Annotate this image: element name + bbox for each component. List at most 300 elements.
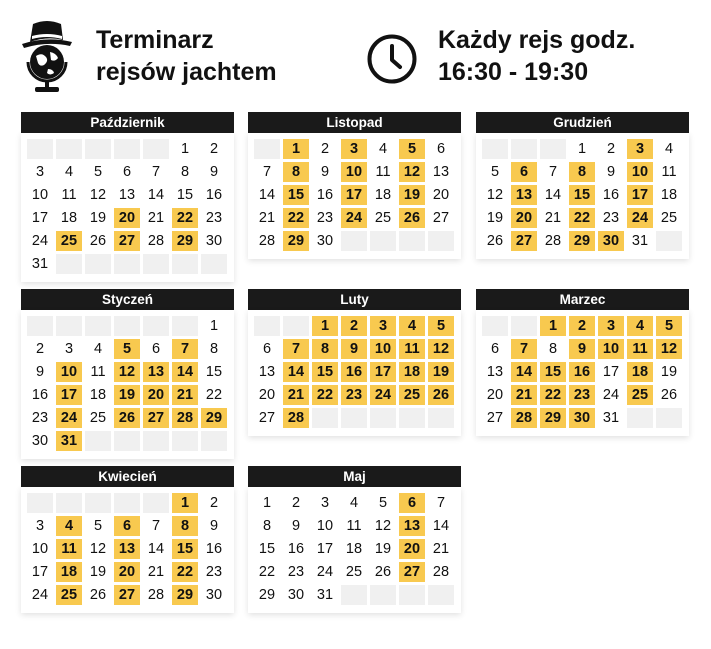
empty-day-cell <box>283 316 309 336</box>
empty-day-cell <box>56 316 82 336</box>
day-cell: 7 <box>262 164 272 180</box>
cruise-day-cell: 17 <box>627 185 653 205</box>
cruise-day-cell: 15 <box>312 362 338 382</box>
day-cell: 5 <box>378 495 388 511</box>
day-grid <box>254 316 455 428</box>
cruise-day-cell: 23 <box>341 385 367 405</box>
cruise-day-cell: 11 <box>627 339 653 359</box>
day-cell: 4 <box>664 141 674 157</box>
empty-day-cell <box>341 585 367 605</box>
empty-day-cell <box>85 254 111 274</box>
day-cell: 4 <box>93 341 103 357</box>
cruise-day-cell: 10 <box>370 339 396 359</box>
day-cell: 18 <box>660 187 678 203</box>
cruise-day-cell: 28 <box>511 408 537 428</box>
empty-day-cell <box>143 316 169 336</box>
cruise-day-cell: 25 <box>399 385 425 405</box>
day-cell: 2 <box>35 341 45 357</box>
cruise-day-cell: 18 <box>56 562 82 582</box>
day-cell: 9 <box>291 518 301 534</box>
day-cell: 1 <box>180 141 190 157</box>
day-cell: 13 <box>118 187 136 203</box>
empty-day-cell <box>27 493 53 513</box>
empty-day-cell <box>482 316 508 336</box>
day-grid <box>254 493 455 605</box>
day-cell: 26 <box>89 587 107 603</box>
day-cell: 2 <box>606 141 616 157</box>
day-cell: 26 <box>660 387 678 403</box>
cruise-day-cell: 24 <box>627 208 653 228</box>
day-cell: 31 <box>631 233 649 249</box>
cruise-day-cell: 24 <box>370 385 396 405</box>
day-cell: 28 <box>544 233 562 249</box>
cruise-day-cell: 29 <box>540 408 566 428</box>
day-cell: 31 <box>31 256 49 272</box>
day-cell: 2 <box>209 141 219 157</box>
cruise-day-cell: 25 <box>56 231 82 251</box>
cruise-day-cell: 22 <box>172 562 198 582</box>
month-body <box>248 487 461 613</box>
day-cell: 15 <box>176 187 194 203</box>
day-cell: 7 <box>436 495 446 511</box>
cruise-day-cell: 12 <box>399 162 425 182</box>
cruise-day-cell: 11 <box>56 539 82 559</box>
cruise-day-cell: 10 <box>627 162 653 182</box>
day-grid <box>482 139 683 251</box>
cruise-day-cell: 22 <box>540 385 566 405</box>
day-cell: 6 <box>122 164 132 180</box>
day-cell: 13 <box>486 364 504 380</box>
cruise-day-cell: 15 <box>540 362 566 382</box>
cruise-day-cell: 30 <box>598 231 624 251</box>
day-cell: 2 <box>209 495 219 511</box>
day-cell: 28 <box>258 233 276 249</box>
empty-day-cell <box>540 139 566 159</box>
cruise-day-cell: 22 <box>283 208 309 228</box>
cruise-day-cell: 1 <box>283 139 309 159</box>
title-line-1: Terminarz <box>96 26 214 54</box>
cruise-day-cell: 30 <box>569 408 595 428</box>
day-cell: 14 <box>147 187 165 203</box>
day-cell: 23 <box>287 564 305 580</box>
cruise-day-cell: 20 <box>511 208 537 228</box>
empty-day-cell <box>428 585 454 605</box>
day-cell: 4 <box>349 495 359 511</box>
empty-day-cell <box>172 316 198 336</box>
month-body <box>248 133 461 259</box>
day-cell: 11 <box>661 164 677 180</box>
cruise-day-cell: 16 <box>569 362 595 382</box>
day-cell: 3 <box>320 495 330 511</box>
day-cell: 1 <box>577 141 587 157</box>
day-cell: 16 <box>287 541 305 557</box>
empty-day-cell <box>428 408 454 428</box>
cruise-day-cell: 7 <box>172 339 198 359</box>
cruise-day-cell: 10 <box>56 362 82 382</box>
empty-day-cell <box>27 139 53 159</box>
month-calendar <box>476 289 689 436</box>
day-cell: 8 <box>209 341 219 357</box>
cruise-day-cell: 19 <box>428 362 454 382</box>
empty-day-cell <box>399 231 425 251</box>
day-cell: 30 <box>31 433 49 449</box>
cruise-day-cell: 8 <box>312 339 338 359</box>
cruise-day-cell: 13 <box>143 362 169 382</box>
cruise-day-cell: 19 <box>114 385 140 405</box>
day-cell: 17 <box>31 564 49 580</box>
month-name: Maj <box>248 466 461 487</box>
day-cell: 7 <box>151 518 161 534</box>
day-cell: 18 <box>89 387 107 403</box>
day-cell: 19 <box>486 210 504 226</box>
day-cell: 6 <box>262 341 272 357</box>
empty-day-cell <box>341 231 367 251</box>
cruise-day-cell: 1 <box>540 316 566 336</box>
month-name: Styczeń <box>21 289 234 310</box>
title-line-2: rejsów jachtem <box>96 58 277 86</box>
cruise-day-cell: 9 <box>341 339 367 359</box>
empty-day-cell <box>172 254 198 274</box>
cruise-day-cell: 26 <box>428 385 454 405</box>
cruise-day-cell: 24 <box>341 208 367 228</box>
empty-day-cell <box>656 231 682 251</box>
cruise-day-cell: 14 <box>511 362 537 382</box>
day-cell: 16 <box>602 187 620 203</box>
empty-day-cell <box>482 139 508 159</box>
cruise-day-cell: 26 <box>114 408 140 428</box>
cruise-day-cell: 29 <box>283 231 309 251</box>
cruise-day-cell: 1 <box>172 493 198 513</box>
cruise-day-cell: 14 <box>283 362 309 382</box>
month-body <box>21 133 234 282</box>
day-cell: 20 <box>486 387 504 403</box>
day-cell: 14 <box>147 541 165 557</box>
cruise-day-cell: 21 <box>283 385 309 405</box>
month-calendar <box>248 466 461 613</box>
day-cell: 25 <box>660 210 678 226</box>
cruise-day-cell: 4 <box>627 316 653 336</box>
day-cell: 23 <box>316 210 334 226</box>
day-cell: 22 <box>205 387 223 403</box>
day-grid <box>27 493 228 605</box>
day-cell: 28 <box>147 587 165 603</box>
empty-day-cell <box>114 139 140 159</box>
day-cell: 19 <box>374 541 392 557</box>
month-name: Listopad <box>248 112 461 133</box>
cruise-day-cell: 8 <box>569 162 595 182</box>
empty-day-cell <box>370 408 396 428</box>
day-cell: 25 <box>374 210 392 226</box>
day-grid <box>482 316 683 428</box>
month-name: Kwiecień <box>21 466 234 487</box>
day-cell: 14 <box>544 187 562 203</box>
cruise-day-cell: 15 <box>569 185 595 205</box>
day-cell: 15 <box>258 541 276 557</box>
cruise-day-cell: 20 <box>399 539 425 559</box>
day-grid <box>254 139 455 251</box>
month-name: Grudzień <box>476 112 689 133</box>
day-cell: 10 <box>316 518 334 534</box>
day-cell: 9 <box>320 164 330 180</box>
day-cell: 13 <box>258 364 276 380</box>
cruise-day-cell: 5 <box>399 139 425 159</box>
cruise-day-cell: 18 <box>627 362 653 382</box>
empty-day-cell <box>254 316 280 336</box>
cruise-day-cell: 9 <box>569 339 595 359</box>
empty-day-cell <box>370 585 396 605</box>
cruise-day-cell: 17 <box>56 385 82 405</box>
empty-day-cell <box>114 316 140 336</box>
month-body <box>476 133 689 259</box>
day-cell: 17 <box>316 541 334 557</box>
day-cell: 16 <box>205 541 223 557</box>
cruise-day-cell: 3 <box>598 316 624 336</box>
day-cell: 6 <box>436 141 446 157</box>
day-cell: 17 <box>31 210 49 226</box>
month-calendar <box>248 289 461 436</box>
empty-day-cell <box>114 431 140 451</box>
cruise-day-cell: 13 <box>114 539 140 559</box>
day-cell: 30 <box>205 233 223 249</box>
day-cell: 4 <box>64 164 74 180</box>
cruise-day-cell: 21 <box>511 385 537 405</box>
empty-day-cell <box>85 139 111 159</box>
cruise-day-cell: 13 <box>511 185 537 205</box>
day-cell: 23 <box>602 210 620 226</box>
day-cell: 12 <box>486 187 504 203</box>
day-cell: 31 <box>602 410 620 426</box>
cruise-day-cell: 27 <box>114 585 140 605</box>
day-cell: 26 <box>374 564 392 580</box>
month-name: Marzec <box>476 289 689 310</box>
empty-day-cell <box>370 231 396 251</box>
cruise-day-cell: 27 <box>511 231 537 251</box>
cruise-day-cell: 12 <box>656 339 682 359</box>
day-cell: 12 <box>374 518 392 534</box>
cruise-day-cell: 5 <box>114 339 140 359</box>
day-cell: 18 <box>374 187 392 203</box>
cruise-day-cell: 10 <box>341 162 367 182</box>
empty-day-cell <box>114 493 140 513</box>
empty-day-cell <box>341 408 367 428</box>
cruise-day-cell: 6 <box>511 162 537 182</box>
day-cell: 9 <box>209 164 219 180</box>
day-cell: 22 <box>258 564 276 580</box>
day-cell: 27 <box>486 410 504 426</box>
empty-day-cell <box>114 254 140 274</box>
day-cell: 11 <box>346 518 362 534</box>
day-cell: 21 <box>258 210 276 226</box>
day-cell: 6 <box>151 341 161 357</box>
cruise-day-cell: 8 <box>172 516 198 536</box>
day-cell: 10 <box>31 541 49 557</box>
day-cell: 1 <box>209 318 219 334</box>
day-cell: 15 <box>205 364 223 380</box>
day-cell: 8 <box>548 341 558 357</box>
day-cell: 11 <box>375 164 391 180</box>
month-calendar <box>21 112 234 282</box>
cruise-day-cell: 4 <box>399 316 425 336</box>
cruise-day-cell: 12 <box>114 362 140 382</box>
empty-day-cell <box>143 493 169 513</box>
day-cell: 2 <box>291 495 301 511</box>
cruise-day-cell: 5 <box>428 316 454 336</box>
clock-icon <box>366 33 418 85</box>
cruise-day-cell: 29 <box>201 408 227 428</box>
day-cell: 23 <box>205 210 223 226</box>
day-cell: 18 <box>60 210 78 226</box>
day-cell: 27 <box>432 210 450 226</box>
cruise-day-cell: 16 <box>341 362 367 382</box>
cruise-day-cell: 27 <box>143 408 169 428</box>
cruise-day-cell: 13 <box>399 516 425 536</box>
day-cell: 12 <box>89 541 107 557</box>
day-cell: 12 <box>89 187 107 203</box>
day-cell: 14 <box>432 518 450 534</box>
empty-day-cell <box>56 493 82 513</box>
day-cell: 23 <box>205 564 223 580</box>
day-cell: 28 <box>432 564 450 580</box>
cruise-day-cell: 17 <box>370 362 396 382</box>
cruise-day-cell: 23 <box>569 385 595 405</box>
cruise-day-cell: 7 <box>511 339 537 359</box>
empty-day-cell <box>511 139 537 159</box>
day-cell: 5 <box>93 164 103 180</box>
day-cell: 13 <box>432 164 450 180</box>
schedule-line-1: Każdy rejs godz. <box>438 26 636 54</box>
day-cell: 19 <box>89 210 107 226</box>
day-cell: 29 <box>258 587 276 603</box>
empty-day-cell <box>399 408 425 428</box>
day-cell: 3 <box>35 518 45 534</box>
cruise-day-cell: 28 <box>172 408 198 428</box>
cruise-day-cell: 27 <box>114 231 140 251</box>
day-cell: 4 <box>378 141 388 157</box>
cruise-day-cell: 5 <box>656 316 682 336</box>
day-cell: 19 <box>89 564 107 580</box>
day-cell: 11 <box>61 187 77 203</box>
day-cell: 24 <box>316 564 334 580</box>
day-cell: 26 <box>89 233 107 249</box>
empty-day-cell <box>254 139 280 159</box>
month-body <box>476 310 689 436</box>
day-cell: 2 <box>320 141 330 157</box>
day-cell: 28 <box>147 233 165 249</box>
cruise-day-cell: 1 <box>312 316 338 336</box>
day-cell: 14 <box>258 187 276 203</box>
cruise-day-cell: 19 <box>399 185 425 205</box>
day-cell: 8 <box>262 518 272 534</box>
day-cell: 17 <box>602 364 620 380</box>
day-cell: 16 <box>205 187 223 203</box>
cruise-day-cell: 11 <box>399 339 425 359</box>
day-cell: 19 <box>660 364 678 380</box>
day-cell: 31 <box>316 587 334 603</box>
day-cell: 21 <box>544 210 562 226</box>
empty-day-cell <box>27 316 53 336</box>
day-cell: 5 <box>490 164 500 180</box>
day-cell: 9 <box>606 164 616 180</box>
month-body <box>248 310 461 436</box>
cruise-day-cell: 20 <box>114 562 140 582</box>
cruise-day-cell: 10 <box>598 339 624 359</box>
day-cell: 9 <box>209 518 219 534</box>
day-cell: 18 <box>345 541 363 557</box>
day-grid <box>27 139 228 274</box>
cruise-day-cell: 29 <box>569 231 595 251</box>
day-cell: 5 <box>93 518 103 534</box>
cruise-day-cell: 21 <box>172 385 198 405</box>
cruise-day-cell: 25 <box>627 385 653 405</box>
month-calendar <box>21 466 234 613</box>
day-cell: 25 <box>89 410 107 426</box>
cruise-day-cell: 26 <box>399 208 425 228</box>
empty-day-cell <box>143 431 169 451</box>
cruise-day-cell: 15 <box>172 539 198 559</box>
day-cell: 21 <box>147 210 165 226</box>
day-cell: 27 <box>258 410 276 426</box>
day-cell: 26 <box>486 233 504 249</box>
cruise-day-cell: 25 <box>56 585 82 605</box>
cruise-day-cell: 3 <box>370 316 396 336</box>
cruise-day-cell: 22 <box>172 208 198 228</box>
cruise-day-cell: 28 <box>283 408 309 428</box>
day-cell: 24 <box>602 387 620 403</box>
empty-day-cell <box>656 408 682 428</box>
cruise-day-cell: 31 <box>56 431 82 451</box>
day-cell: 8 <box>180 164 190 180</box>
cruise-day-cell: 6 <box>114 516 140 536</box>
month-calendar <box>476 112 689 259</box>
cruise-day-cell: 22 <box>312 385 338 405</box>
day-cell: 16 <box>316 187 334 203</box>
day-grid <box>27 316 228 451</box>
cruise-day-cell: 4 <box>56 516 82 536</box>
empty-day-cell <box>312 408 338 428</box>
empty-day-cell <box>143 254 169 274</box>
month-name: Październik <box>21 112 234 133</box>
empty-day-cell <box>85 431 111 451</box>
empty-day-cell <box>85 316 111 336</box>
cruise-day-cell: 29 <box>172 231 198 251</box>
day-cell: 24 <box>31 233 49 249</box>
day-cell: 10 <box>31 187 49 203</box>
day-cell: 24 <box>31 587 49 603</box>
empty-day-cell <box>56 139 82 159</box>
cruise-day-cell: 8 <box>283 162 309 182</box>
day-cell: 7 <box>151 164 161 180</box>
schedule-line-2: 16:30 - 19:30 <box>438 58 589 86</box>
empty-day-cell <box>172 431 198 451</box>
cruise-day-cell: 2 <box>569 316 595 336</box>
cruise-day-cell: 6 <box>399 493 425 513</box>
day-cell: 16 <box>31 387 49 403</box>
empty-day-cell <box>428 231 454 251</box>
cruise-day-cell: 18 <box>399 362 425 382</box>
day-cell: 11 <box>90 364 106 380</box>
day-cell: 20 <box>432 187 450 203</box>
cruise-day-cell: 20 <box>114 208 140 228</box>
month-calendar <box>21 289 234 459</box>
cruise-day-cell: 3 <box>627 139 653 159</box>
month-body <box>21 487 234 613</box>
day-cell: 9 <box>35 364 45 380</box>
empty-day-cell <box>511 316 537 336</box>
empty-day-cell <box>399 585 425 605</box>
day-cell: 20 <box>258 387 276 403</box>
month-body <box>21 310 234 459</box>
day-cell: 23 <box>31 410 49 426</box>
